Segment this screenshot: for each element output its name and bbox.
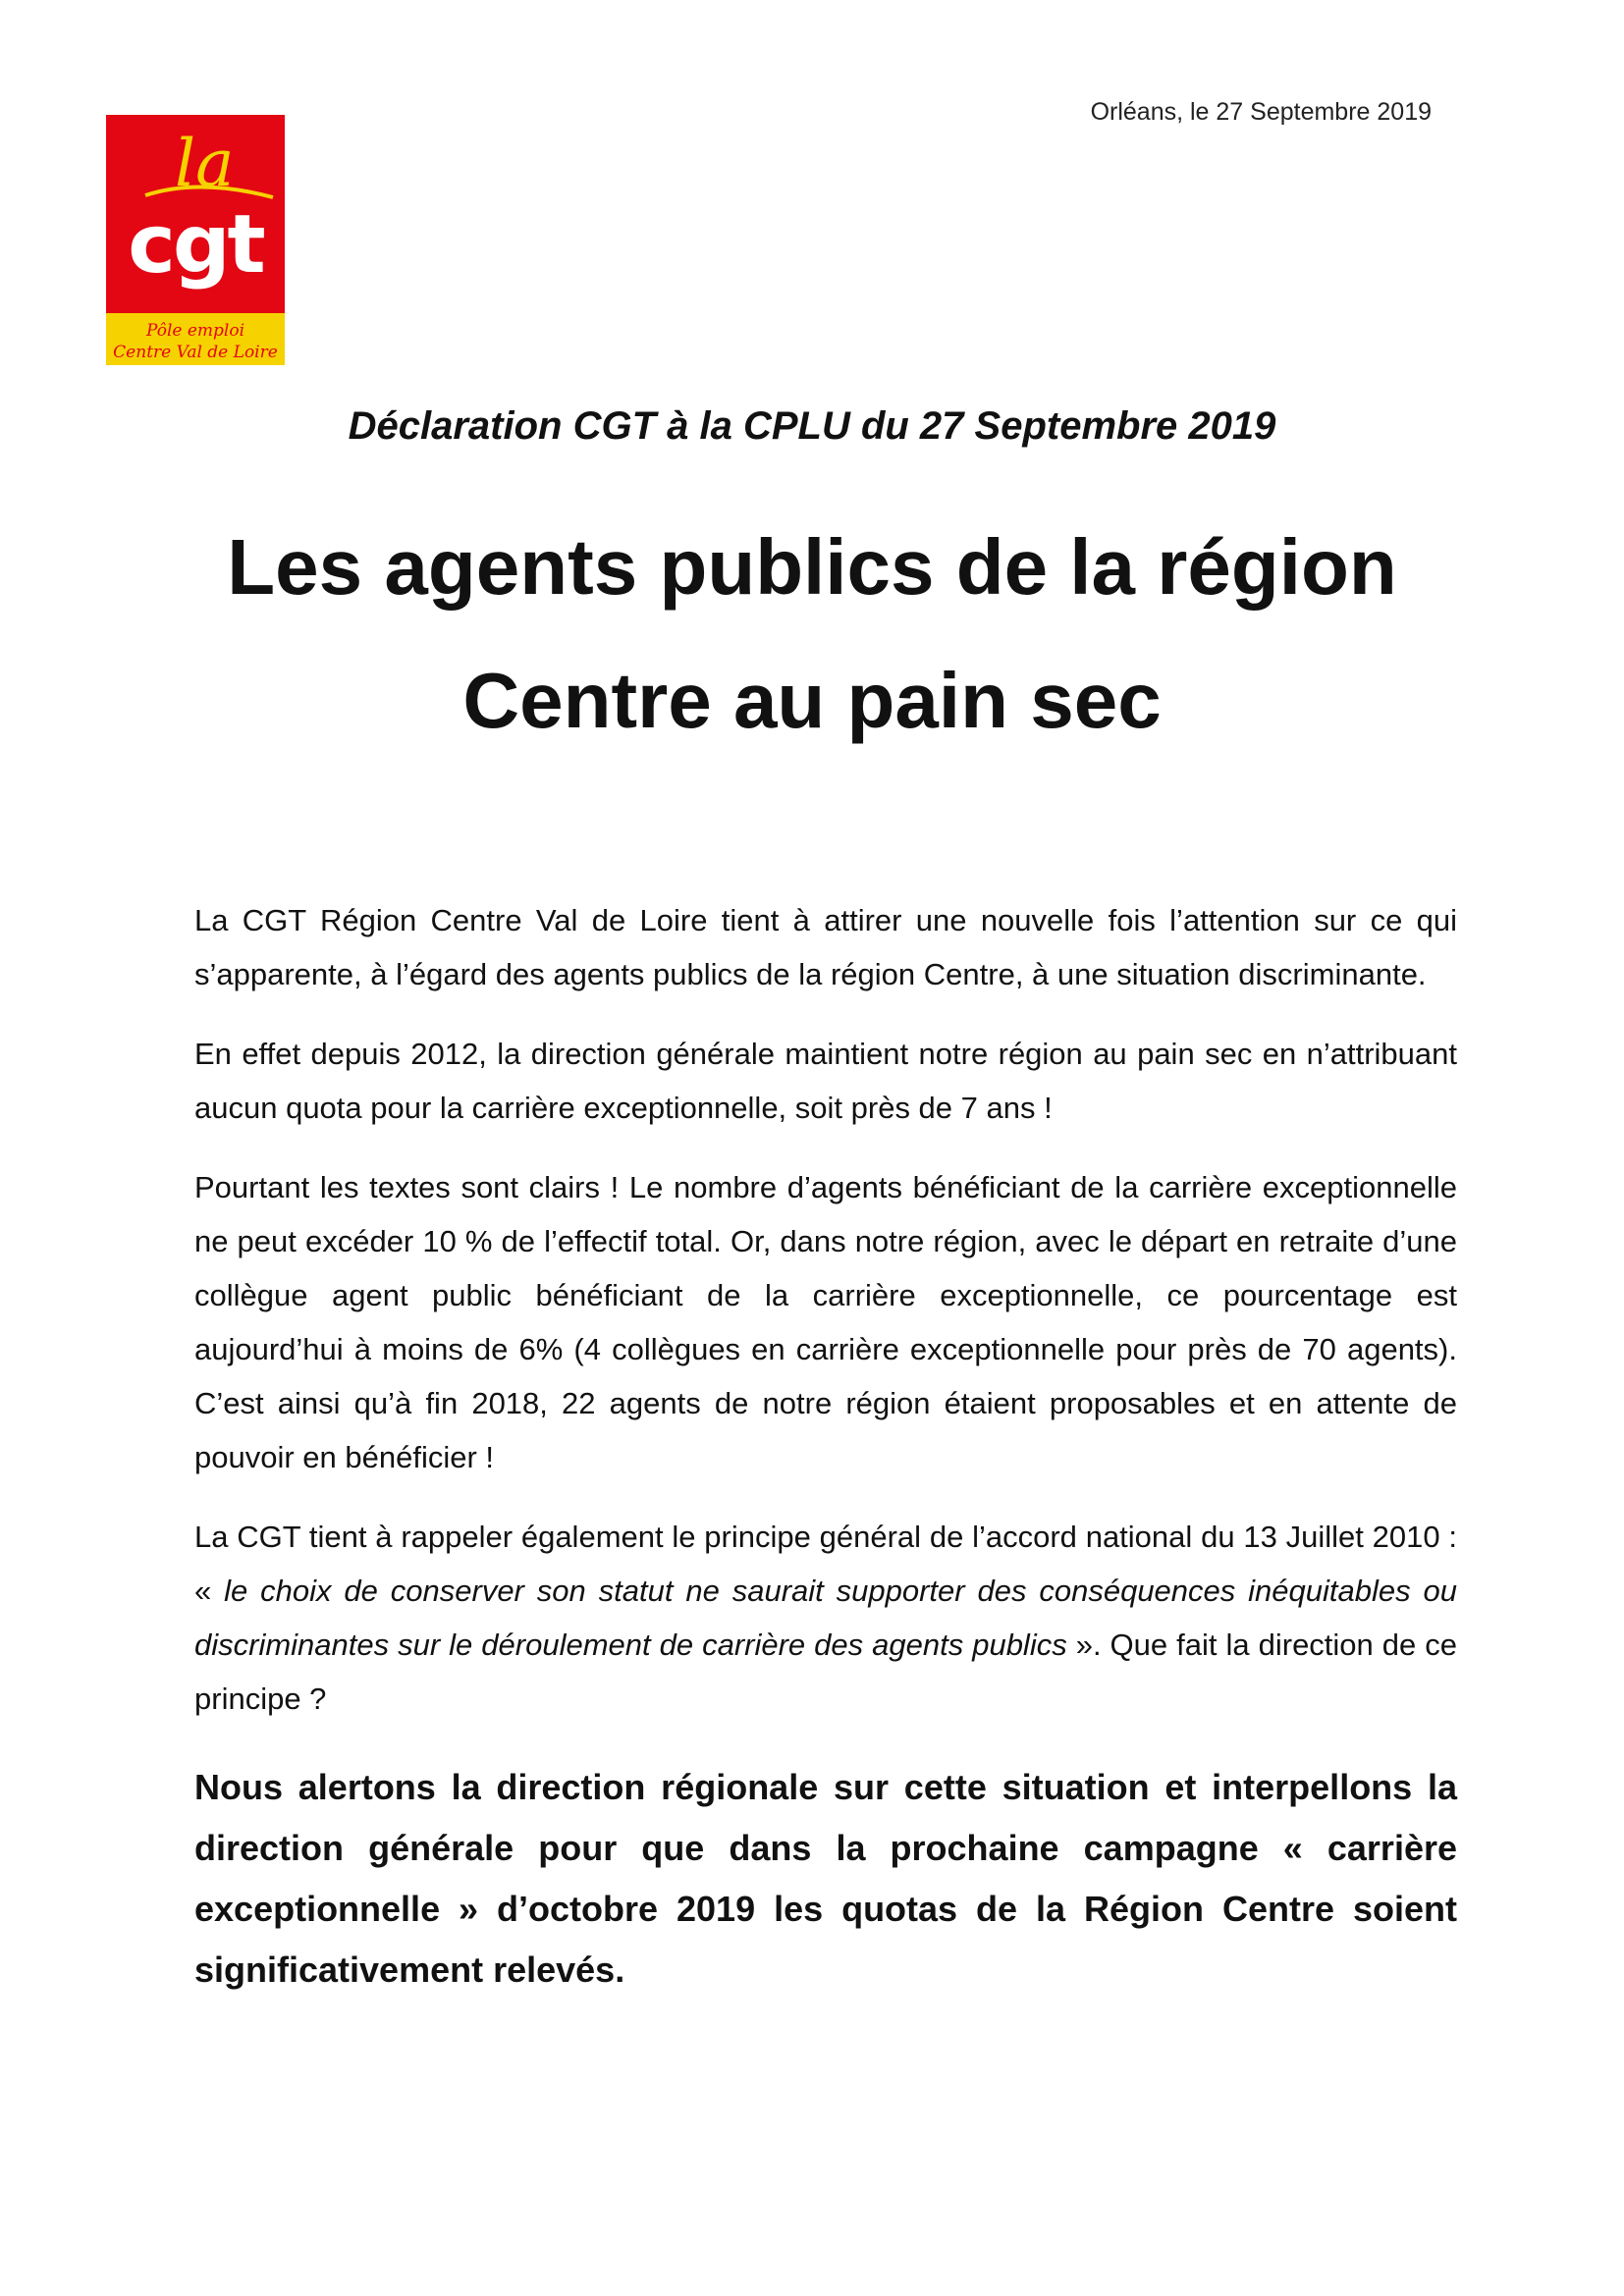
paragraph-4-end: ». Que fait la direction de ce principe ?	[194, 1628, 1457, 1716]
logo-cgt-text: cgt	[128, 198, 263, 292]
document-title	[98, 501, 1526, 768]
logo-line2: Centre Val de Loire	[113, 343, 278, 362]
cgt-logo	[106, 115, 285, 365]
title-line-1: Les agents publics de la région	[227, 523, 1397, 611]
paragraph-alert: Nous alertons la direction régionale sur cette situation et interpellons la direction générale pour que dans la prochaine campagne « carrière exceptionnelle » d’octobre 2019 les quotas de la Région Centre soient significativement relevés.	[194, 1767, 1457, 1990]
paragraph-4-start: La CGT tient à rappeler également le principe général de l’accord national du 13 Juillet 2010 : «	[194, 1520, 1457, 1608]
document-body	[194, 893, 1457, 2001]
title-line-2: Centre au pain sec	[462, 657, 1162, 744]
logo-la-text: la	[175, 126, 235, 201]
paragraph-1: La CGT Région Centre Val de Loire tient à attirer une nouvelle fois l’attention sur ce qui s’apparente, à l’égard des agents publics de la région Centre, à une situation discriminante.	[194, 903, 1457, 991]
paragraph-3: Pourtant les textes sont clairs ! Le nombre d’agents bénéficiant de la carrière exceptionnelle ne peut excéder 10 % de l’effectif total. Or, dans notre région, avec le départ en retraite d’une collègue agent public bénéficiant de la carrière exceptionnelle, ce pourcentage est aujourd’hui à moins de 6% (4 collègues en carrière exceptionnelle pour près de 70 agents). C’est ainsi qu’à fin 2018, 22 agents de notre région étaient proposables et en attente de pouvoir en bénéficier !	[194, 1170, 1457, 1474]
logo-line1: Pôle emploi	[145, 321, 245, 341]
paragraph-4	[194, 1510, 1457, 1726]
paragraph-4-quote: le choix de conserver son statut ne saurait supporter des conséquences inéquitables ou discriminantes sur le déroulement de carrière des agents publics	[194, 1574, 1457, 1662]
document-subtitle: Déclaration CGT à la CPLU du 27 Septembre 2019	[348, 404, 1276, 448]
date-line: Orléans, le 27 Septembre 2019	[1090, 98, 1432, 126]
paragraph-2: En effet depuis 2012, la direction générale maintient notre région au pain sec en n’attribuant aucun quota pour la carrière exceptionnelle, soit près de 7 ans !	[194, 1037, 1457, 1125]
